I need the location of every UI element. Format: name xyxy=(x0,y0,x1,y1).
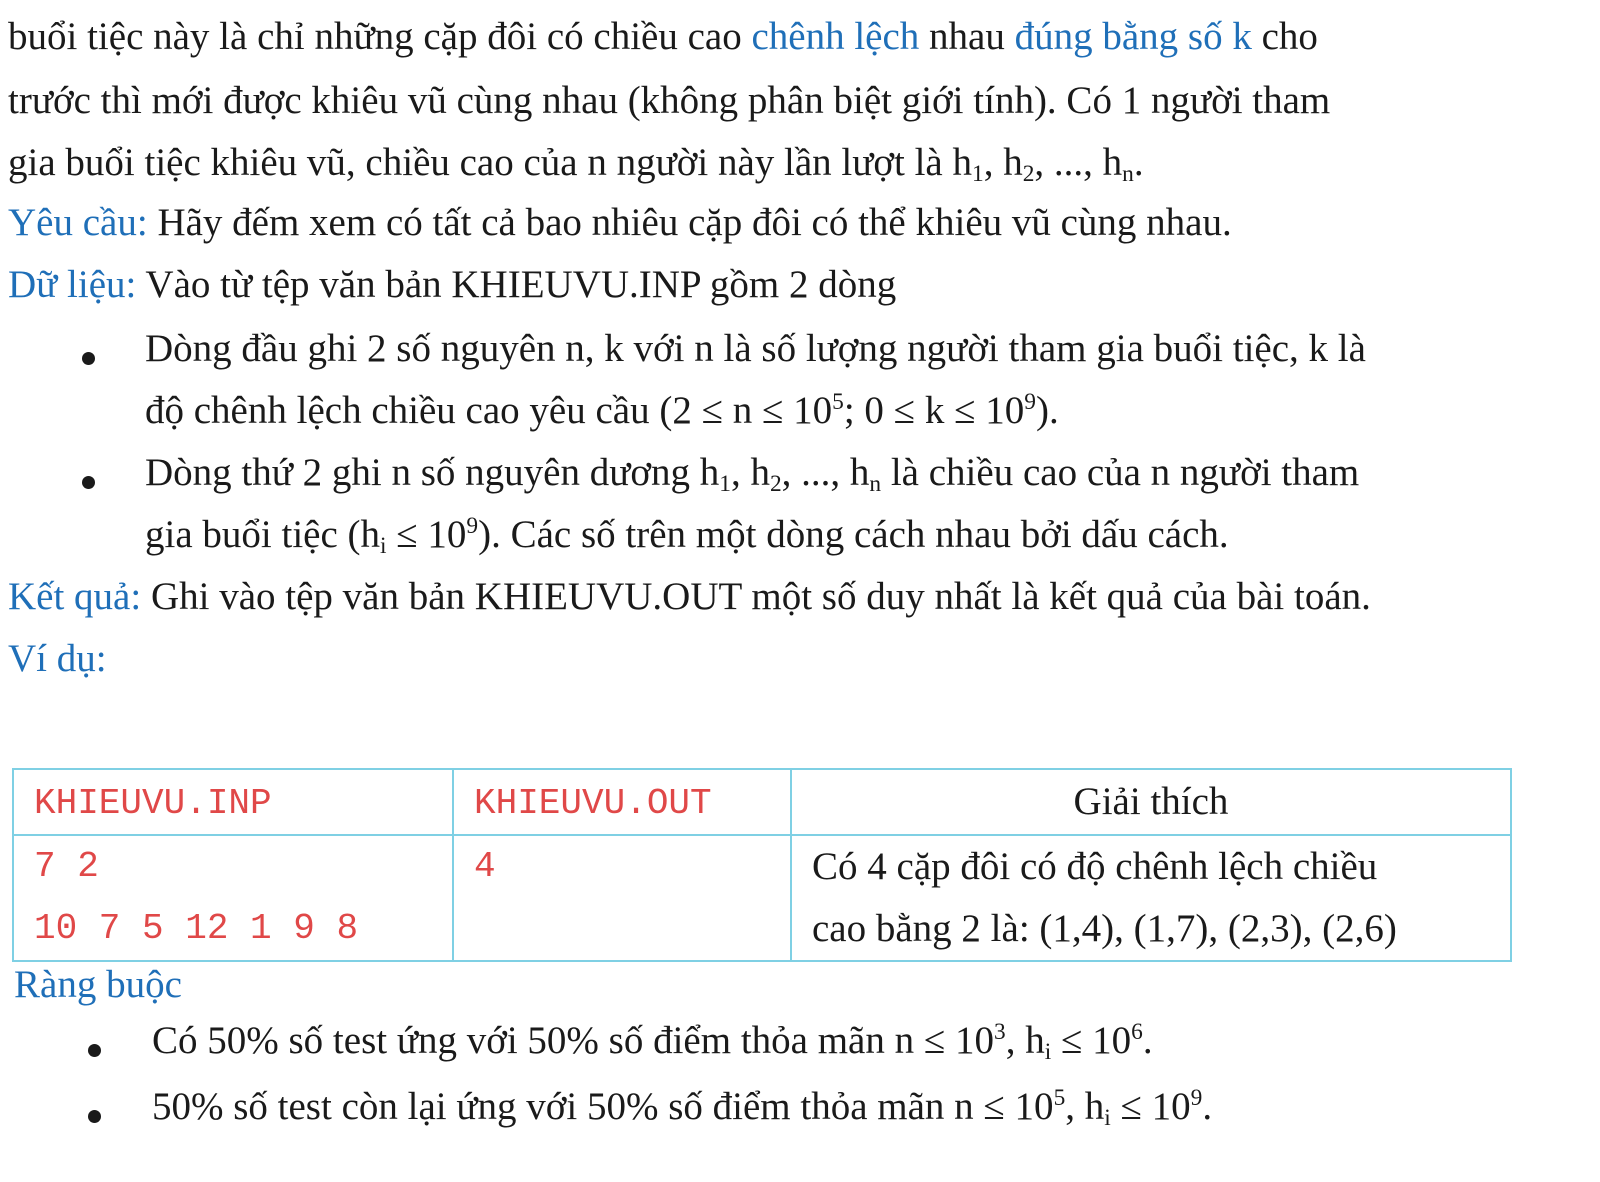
request-line: Yêu cầu: Hãy đếm xem có tất cả bao nhiêu cặp đôi có thể khiêu vũ cùng nhau. xyxy=(8,201,1232,244)
constraint-1: Có 50% số test ứng với 50% số điểm thỏa mãn $n \le 10^3$, $h_i \le 10^6$. xyxy=(152,1019,1153,1065)
input-label: Dữ liệu: xyxy=(8,263,137,306)
example-table-row xyxy=(13,835,1511,961)
request-label: Yêu cầu: xyxy=(8,201,148,244)
cell-explain: Có 4 cặp đôi có độ chênh lệch chiều cao bằng 2 là: (1,4), (1,7), (2,3), (2,6) xyxy=(791,835,1511,961)
input-bullet-1-line-1: Dòng đầu ghi 2 số nguyên n, k với n là số lượng người tham gia buổi tiệc, k là xyxy=(145,327,1366,370)
header-explain: Giải thích xyxy=(791,769,1511,835)
output-label: Kết quả: xyxy=(8,575,142,618)
constraints-label: Ràng buộc xyxy=(14,963,182,1006)
constraint-2: 50% số test còn lại ứng với 50% số điểm thỏa mãn $n \le 10^5$, $h_i \le 10^9$. xyxy=(152,1085,1213,1131)
bullet-icon xyxy=(82,352,95,365)
header-out: KHIEUVU.OUT xyxy=(453,769,791,835)
example-table-header-row xyxy=(13,769,1511,835)
intro-line-1: buổi tiệc này là chỉ những cặp đôi có chiều cao chênh lệch nhau đúng bằng số k cho xyxy=(8,15,1318,58)
header-inp: KHIEUVU.INP xyxy=(13,769,453,835)
output-line: Kết quả: Ghi vào tệp văn bản KHIEUVU.OUT một số duy nhất là kết quả của bài toán. xyxy=(8,575,1371,618)
bullet-icon xyxy=(82,476,95,489)
intro-line-2: trước thì mới được khiêu vũ cùng nhau (không phân biệt giới tính). Có 1 người tham xyxy=(8,79,1331,122)
bullet-icon xyxy=(88,1044,101,1057)
input-bullet-2-line-1: Dòng thứ 2 ghi n số nguyên dương $h_1$, $h_2$, ..., $h_n$ là chiều cao của n người tham xyxy=(145,451,1360,497)
bullet-icon xyxy=(88,1110,101,1123)
cell-inp: 7 2 10 7 5 12 1 9 8 xyxy=(13,835,453,961)
input-bullet-2-line-2: gia buổi tiệc $(h_i \le 10^9)$. Các số trên một dòng cách nhau bởi dấu cách. xyxy=(145,513,1229,559)
example-table xyxy=(12,768,1512,962)
example-label: Ví dụ: xyxy=(8,637,107,680)
highlight-dung-bang-so-k: đúng bằng số k xyxy=(1014,15,1252,58)
highlight-chenh-lech: chênh lệch xyxy=(751,15,920,58)
input-line: Dữ liệu: Vào từ tệp văn bản KHIEUVU.INP gồm 2 dòng xyxy=(8,263,897,306)
cell-out: 4 xyxy=(453,835,791,961)
input-bullet-1-line-2: độ chênh lệch chiều cao yêu cầu ($2 \le n \le 10^5$; $0 \le k \le 10^9$). xyxy=(145,389,1059,432)
intro-line-3: gia buổi tiệc khiêu vũ, chiều cao của n người này lần lượt là $h_1$, $h_2$, ..., $h_n$. xyxy=(8,141,1144,187)
